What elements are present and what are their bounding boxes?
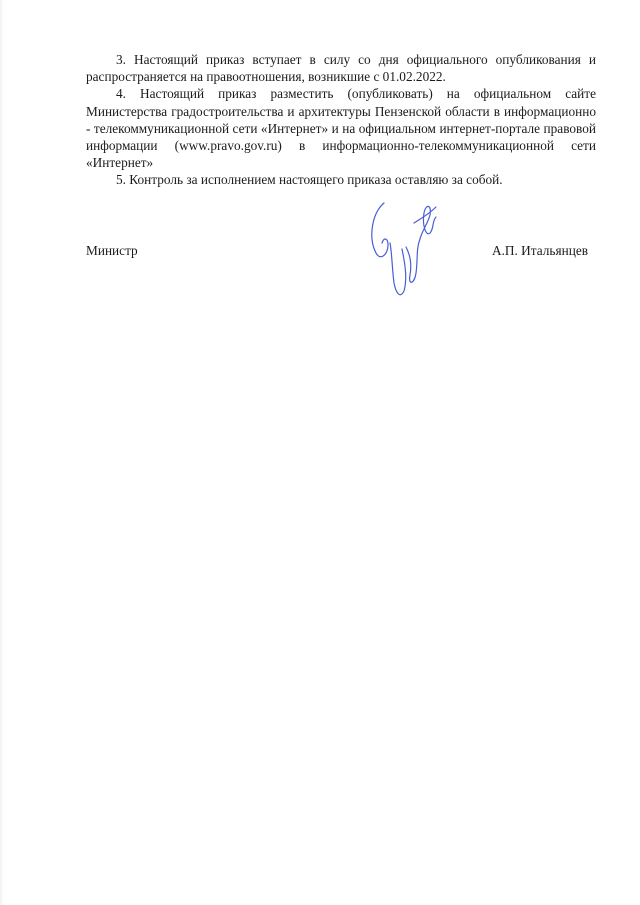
signatory-role: Министр	[86, 243, 138, 258]
signature-block	[86, 238, 596, 318]
handwritten-signature	[370, 193, 450, 313]
signatory-name: А.П. Итальянцев	[492, 243, 588, 258]
paragraph-5: 5. Контроль за исполнением настоящего приказа оставляю за собой.	[116, 172, 503, 188]
document-body	[86, 51, 596, 189]
paragraph-3: 3. Настоящий приказ вступает в силу со дня официального опубликования и распространяется на правоотношения, возникшие с 01.02.2022.	[86, 52, 596, 85]
paragraph-4: 4. Настоящий приказ разместить (опубликовать) на официальном сайте Министерства градостроительства и архитектуры Пензенской области в информационно - телекоммуникационной сети «Интернет» и на официальном интернет-портале правовой информации (www.pravo.gov.ru) в информационно-телекоммуникационной сети «Интернет»	[86, 86, 596, 171]
page-edge	[0, 0, 4, 905]
